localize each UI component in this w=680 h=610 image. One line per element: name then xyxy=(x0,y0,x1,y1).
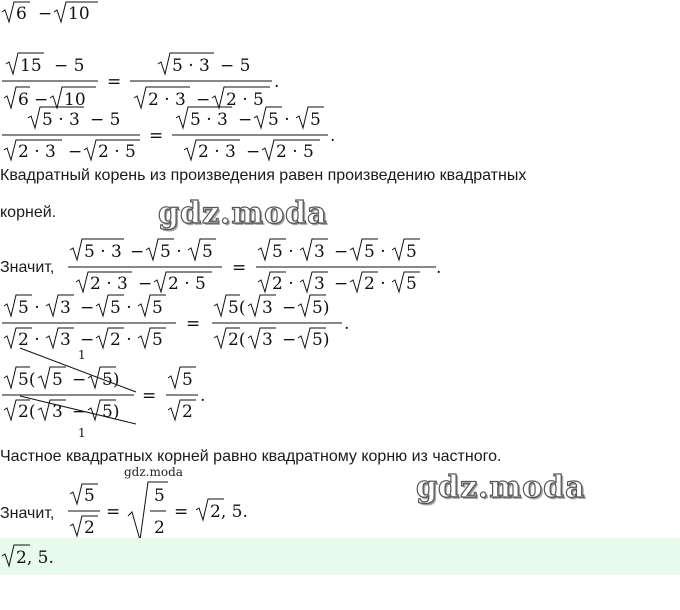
svg-text:10: 10 xyxy=(64,90,86,110)
svg-text:=: = xyxy=(106,502,121,522)
step2-equation xyxy=(0,106,360,162)
svg-text:5): 5) xyxy=(102,402,120,422)
svg-text:− 5: − 5 xyxy=(90,110,121,130)
svg-text:5): 5) xyxy=(102,370,120,390)
svg-text:−: − xyxy=(334,242,349,262)
svg-text:2: 2 xyxy=(182,402,193,422)
svg-text:3: 3 xyxy=(262,330,273,350)
svg-text:−: − xyxy=(138,274,153,294)
watermark-gdz-large-2: gdz.moda xyxy=(416,470,586,505)
svg-text:−: − xyxy=(282,330,297,350)
svg-text:5 ·: 5 · xyxy=(110,298,132,318)
svg-text:5: 5 xyxy=(310,110,321,130)
svg-text:−: − xyxy=(282,298,297,318)
svg-text:2 · 3: 2 · 3 xyxy=(198,142,236,162)
svg-text:5 ·: 5 · xyxy=(268,110,290,130)
svg-text:.: . xyxy=(436,258,442,278)
svg-text:− 5: − 5 xyxy=(54,56,85,76)
svg-text:15: 15 xyxy=(20,56,42,76)
svg-text:5: 5 xyxy=(406,242,417,262)
svg-text:5: 5 xyxy=(154,486,165,506)
svg-text:5 · 3: 5 · 3 xyxy=(42,110,80,130)
svg-text:5): 5) xyxy=(312,330,330,350)
svg-text:2(: 2( xyxy=(18,402,36,422)
svg-text:−: − xyxy=(34,90,49,110)
svg-text:2 · 3: 2 · 3 xyxy=(90,274,128,294)
rule2-text: Частное квадратных корней равно квадратному корню из частного. xyxy=(0,448,502,465)
svg-text:−: − xyxy=(246,142,261,162)
svg-text:2 · 5: 2 · 5 xyxy=(98,142,136,162)
svg-text:3: 3 xyxy=(60,330,71,350)
svg-text:1: 1 xyxy=(78,348,86,362)
svg-text:−: − xyxy=(196,90,211,110)
step6-equation xyxy=(66,482,266,542)
answer-value xyxy=(0,542,80,572)
svg-text:=: = xyxy=(142,386,157,406)
svg-text:10: 10 xyxy=(68,4,90,24)
svg-text:2 · 3: 2 · 3 xyxy=(148,90,186,110)
svg-text:−: − xyxy=(68,142,83,162)
svg-text:5 ·: 5 · xyxy=(160,242,182,262)
svg-text:5: 5 xyxy=(202,242,213,262)
svg-text:2, 5.: 2, 5. xyxy=(16,548,54,568)
svg-text:5 ·: 5 · xyxy=(272,242,294,262)
svg-text:2, 5.: 2, 5. xyxy=(210,502,248,522)
problem-expression xyxy=(0,0,120,28)
svg-text:=: = xyxy=(174,502,189,522)
step6-prefix: Значит, xyxy=(0,505,55,522)
step5-equation xyxy=(0,344,220,440)
rule1-line1: Квадратный корень из произведения равен произведению квадратных xyxy=(0,167,527,184)
svg-text:3: 3 xyxy=(60,298,71,318)
svg-text:5(: 5( xyxy=(228,298,246,318)
svg-text:−: − xyxy=(238,110,253,130)
svg-text:6: 6 xyxy=(16,4,27,24)
svg-text:5 ·: 5 · xyxy=(364,242,386,262)
svg-text:−: − xyxy=(80,330,95,350)
svg-text:−: − xyxy=(130,242,145,262)
svg-text:5: 5 xyxy=(406,274,417,294)
svg-text:2 · 5: 2 · 5 xyxy=(276,142,314,162)
rule1-line2: корней. xyxy=(0,204,57,221)
svg-text:5 · 3: 5 · 3 xyxy=(84,242,122,262)
svg-text:3: 3 xyxy=(262,298,273,318)
svg-text:2 · 3: 2 · 3 xyxy=(18,142,56,162)
svg-text:5 ·: 5 · xyxy=(18,298,40,318)
svg-text:−: − xyxy=(72,402,87,422)
svg-text:5: 5 xyxy=(182,370,193,390)
svg-text:2 · 5: 2 · 5 xyxy=(226,90,264,110)
svg-text:2 ·: 2 · xyxy=(364,274,386,294)
svg-text:3: 3 xyxy=(52,402,63,422)
svg-text:5 · 3: 5 · 3 xyxy=(172,56,210,76)
svg-text:− 5: − 5 xyxy=(220,56,251,76)
watermark-gdz-small: gdz.moda xyxy=(124,465,183,479)
svg-text:5: 5 xyxy=(152,330,163,350)
svg-text:6: 6 xyxy=(18,90,29,110)
svg-text:.: . xyxy=(330,126,336,146)
svg-text:=: = xyxy=(232,258,247,278)
svg-text:−: − xyxy=(72,370,87,390)
svg-text:2(: 2( xyxy=(228,330,246,350)
svg-text:5(: 5( xyxy=(18,370,36,390)
svg-text:5: 5 xyxy=(84,486,95,506)
svg-text:2 · 5: 2 · 5 xyxy=(168,274,206,294)
svg-text:.: . xyxy=(200,386,206,406)
svg-text:.: . xyxy=(344,314,350,334)
svg-text:5 · 3: 5 · 3 xyxy=(190,110,228,130)
svg-text:=: = xyxy=(149,126,164,146)
answer-box xyxy=(0,538,680,575)
svg-text:−: − xyxy=(80,298,95,318)
svg-text:=: = xyxy=(107,72,122,92)
svg-text:2: 2 xyxy=(154,518,165,538)
svg-text:5: 5 xyxy=(52,370,63,390)
svg-text:3: 3 xyxy=(314,242,325,262)
step3-prefix: Значит, xyxy=(0,259,55,276)
svg-text:−: − xyxy=(334,274,349,294)
watermark-gdz-large-1: gdz.moda xyxy=(158,196,328,231)
step1-equation xyxy=(0,50,300,112)
svg-text:2 ·: 2 · xyxy=(272,274,294,294)
svg-text:=: = xyxy=(186,314,201,334)
svg-text:5: 5 xyxy=(152,298,163,318)
step3-equation xyxy=(66,238,446,296)
svg-text:2 ·: 2 · xyxy=(110,330,132,350)
svg-text:1: 1 xyxy=(78,426,86,440)
svg-text:.: . xyxy=(274,72,280,92)
svg-text:5): 5) xyxy=(312,298,330,318)
svg-text:−: − xyxy=(38,4,53,24)
svg-text:2: 2 xyxy=(84,518,95,538)
svg-text:2 ·: 2 · xyxy=(18,330,40,350)
svg-text:3: 3 xyxy=(314,274,325,294)
